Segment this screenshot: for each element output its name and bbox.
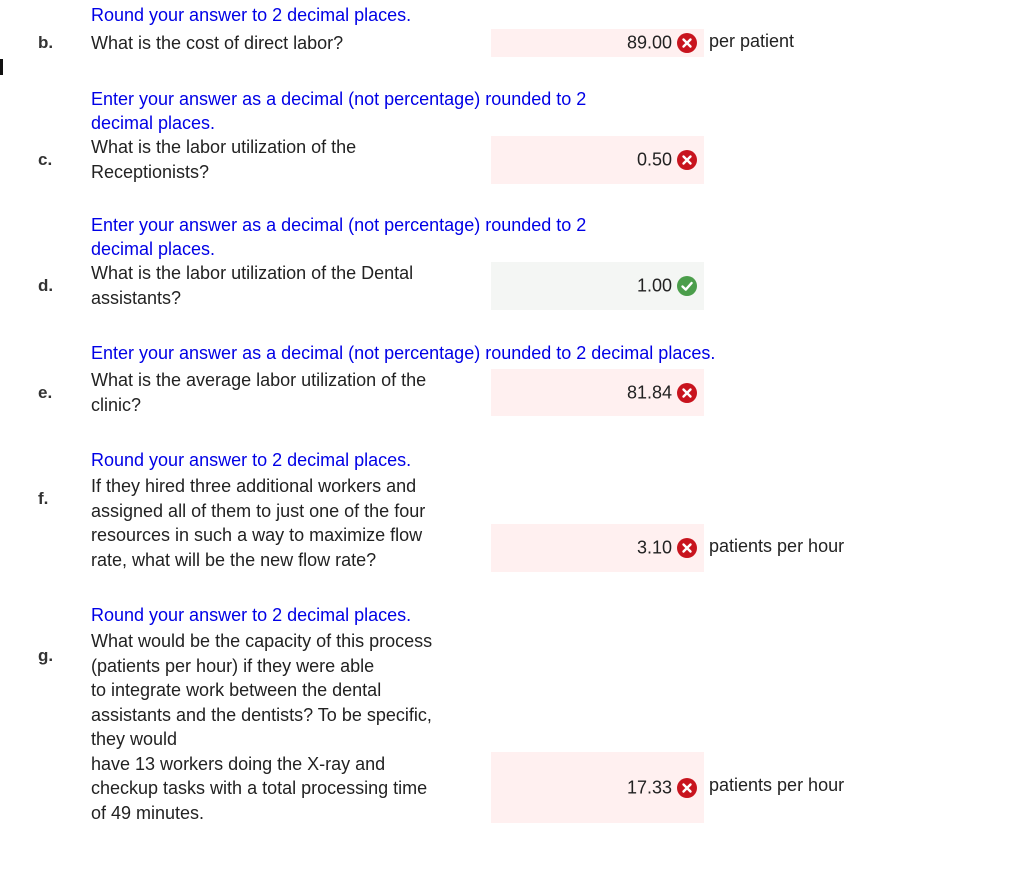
- text-line: assigned all of them to just one of the four: [91, 500, 426, 521]
- incorrect-icon: [677, 33, 697, 53]
- text-line: Receptionists?: [91, 161, 210, 182]
- incorrect-icon: [677, 538, 697, 558]
- correct-check-icon: [677, 276, 697, 296]
- instruction-line: Enter your answer as a decimal (not percentage) rounded to 2: [91, 215, 587, 235]
- instruction-line: Enter your answer as a decimal (not percentage) rounded to 2: [91, 89, 587, 109]
- text-line: to integrate work between the dental: [91, 680, 382, 700]
- text-line: checkup tasks with a total processing time: [91, 778, 428, 798]
- incorrect-icon: [677, 778, 697, 798]
- answer-value-f: 3.10: [636, 537, 672, 558]
- text-line: If they hired three additional workers and: [91, 476, 417, 496]
- text-line: resources in such a way to maximize flow: [91, 525, 423, 545]
- text-line: assistants?: [91, 287, 182, 308]
- instruction-line: decimal places.: [91, 239, 216, 259]
- instruction-line: decimal places.: [91, 113, 216, 133]
- answer-field-e[interactable]: [491, 369, 704, 416]
- question-text-c: [91, 135, 356, 184]
- text-line: rate, what will be the new flow rate?: [91, 549, 377, 570]
- question-letter-d: d.: [38, 276, 54, 295]
- left-edge-marker: [0, 59, 3, 75]
- question-letter-c: c.: [38, 150, 53, 169]
- incorrect-icon: [677, 383, 697, 403]
- text-line: What is the average labor utilization of the: [91, 370, 427, 390]
- question-text-g: [91, 629, 432, 825]
- instruction-d: [91, 213, 586, 261]
- question-text-e: [91, 368, 426, 417]
- answer-field-f[interactable]: [491, 524, 704, 572]
- text-line: of 49 minutes.: [91, 802, 205, 823]
- text-line: clinic?: [91, 394, 142, 415]
- incorrect-icon: [677, 150, 697, 170]
- unit-label-g: patients per hour: [709, 775, 845, 795]
- instruction-e: Enter your answer as a decimal (not percentage) rounded to 2 decimal places.: [91, 343, 716, 363]
- answer-field-g[interactable]: [491, 752, 704, 823]
- text-line: assistants and the dentists? To be specific,: [91, 704, 432, 725]
- instruction-b: Round your answer to 2 decimal places.: [91, 5, 412, 25]
- answer-value-c: 0.50: [636, 149, 672, 170]
- text-line: they would: [91, 729, 178, 749]
- question-text-f: [91, 474, 425, 572]
- answer-field-c[interactable]: [491, 136, 704, 184]
- instruction-f: Round your answer to 2 decimal places.: [91, 450, 412, 470]
- text-line: What is the labor utilization of the Dental: [91, 263, 414, 283]
- answer-field-d[interactable]: [491, 262, 704, 310]
- answer-field-b[interactable]: [491, 29, 704, 57]
- unit-label-f: patients per hour: [709, 536, 845, 556]
- instruction-c: [91, 87, 586, 135]
- question-text-b: What is the cost of direct labor?: [91, 33, 344, 53]
- question-letter-e: e.: [38, 383, 53, 402]
- answer-value-b: 89.00: [626, 32, 672, 53]
- instruction-g: Round your answer to 2 decimal places.: [91, 605, 412, 625]
- answer-value-e: 81.84: [626, 382, 672, 402]
- text-line: have 13 workers doing the X-ray and: [91, 753, 386, 774]
- question-text-d: [91, 261, 413, 310]
- question-letter-f: f.: [38, 489, 49, 508]
- text-line: What is the labor utilization of the: [91, 137, 357, 157]
- answer-value-g: 17.33: [626, 777, 672, 797]
- question-letter-g: g.: [38, 646, 54, 665]
- answer-value-d: 1.00: [636, 275, 672, 296]
- question-letter-b: b.: [38, 33, 54, 52]
- unit-label-b: per patient: [709, 31, 795, 51]
- text-line: (patients per hour) if they were able: [91, 655, 375, 676]
- text-line: What would be the capacity of this process: [91, 631, 433, 651]
